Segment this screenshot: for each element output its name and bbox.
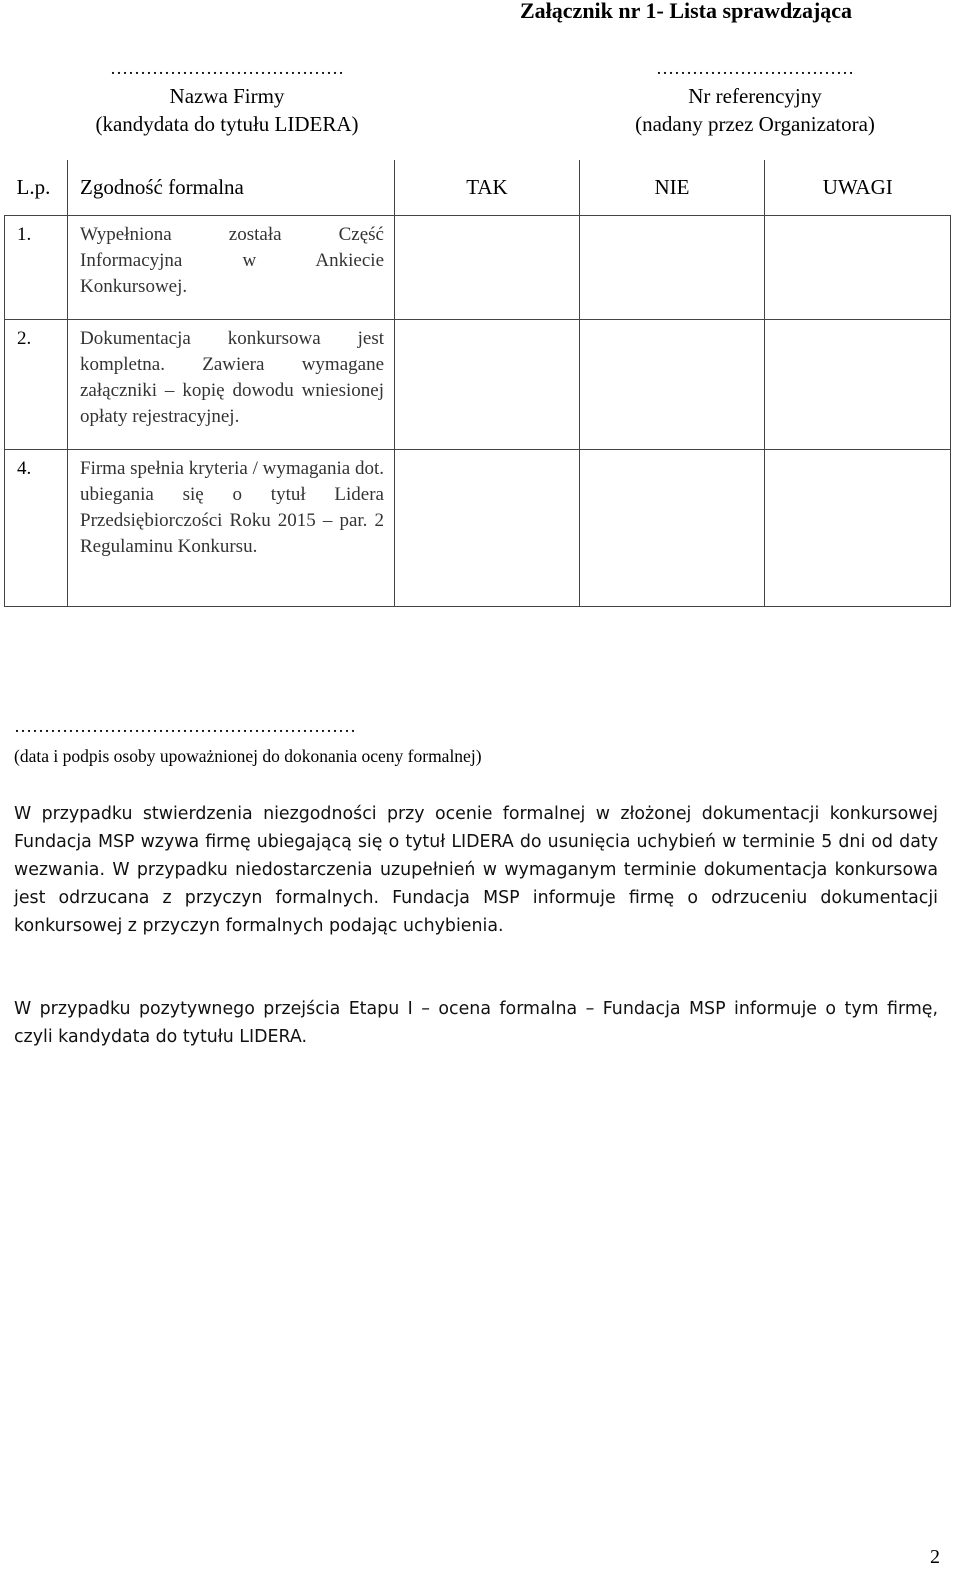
table-row: [5, 320, 951, 450]
reference-number-sublabel: (nadany przez Organizatora): [635, 112, 875, 136]
document-title: Załącznik nr 1- Lista sprawdzająca: [520, 0, 853, 23]
paragraph-formal-errors: W przypadku stwierdzenia niezgodności przy ocenie formalnej w złożonej dokumentacji konkursowej Fundacja MSP wzywa firmę ubiegającą się o tytuł LIDERA do usunięcia uchybień w terminie 5 dni od daty wezwania. W przypadku niedostarczenia uzupełnień w wymaganym terminie dokumentacja konkursowa jest odrzucana z przyczyn formalnych. Fundacja MSP informuje firmę o odrzuceniu dokumentacji konkursowej z przyczyn formalnych podając uchybienia.: [14, 804, 938, 936]
row-no-cell[interactable]: [580, 450, 765, 607]
reference-number-label: Nr referencyjny: [688, 84, 822, 108]
row-yes-cell[interactable]: [395, 320, 580, 450]
checklist-table: [4, 160, 951, 607]
row-no-cell[interactable]: [580, 320, 765, 450]
header-criterion: Zgodność formalna: [68, 160, 395, 216]
table-row: [5, 216, 951, 320]
row-criterion: Wypełniona została Część Informacyjna w Ankiecie Konkursowej.: [68, 216, 395, 320]
header-lp: L.p.: [5, 160, 68, 216]
header-yes: TAK: [395, 160, 580, 216]
row-notes-cell[interactable]: [765, 450, 951, 607]
header-no: NIE: [580, 160, 765, 216]
paragraph-positive-result: W przypadku pozytywnego przejścia Etapu I – ocena formalna – Fundacja MSP informuje o tym firmę, czyli kandydata do tytułu LIDERA.: [14, 999, 938, 1047]
company-name-label: Nazwa Firmy: [169, 84, 285, 108]
row-criterion: Dokumentacja konkursowa jest kompletna. Zawiera wymagane załączniki – kopię dowodu wniesionej opłaty rejestracyjnej.: [68, 320, 395, 450]
row-notes-cell[interactable]: [765, 216, 951, 320]
header-notes: UWAGI: [765, 160, 951, 216]
row-number: 2.: [5, 320, 68, 450]
company-name-block: [18, 54, 436, 138]
table-header-row: [5, 160, 951, 216]
signature-caption: (data i podpis osoby upoważnionej do dokonania oceny formalnej): [14, 746, 482, 766]
page-number: 2: [930, 1546, 940, 1568]
row-yes-cell[interactable]: [395, 450, 580, 607]
row-no-cell[interactable]: [580, 216, 765, 320]
company-name-sublabel: (kandydata do tytułu LIDERA): [95, 112, 359, 136]
row-number: 1.: [5, 216, 68, 320]
row-criterion: Firma spełnia kryteria / wymagania dot. ubiegania się o tytuł Lidera Przedsiębiorczości Roku 2015 – par. 2 Regulaminu Konkursu.: [68, 450, 395, 607]
table-row: [5, 450, 951, 607]
row-number: 4.: [5, 450, 68, 607]
company-name-dots: …………………………………: [110, 58, 344, 78]
row-yes-cell[interactable]: [395, 216, 580, 320]
row-notes-cell[interactable]: [765, 320, 951, 450]
signature-dots: …………………………………………………: [14, 716, 356, 736]
reference-number-dots: ……………………………: [656, 58, 854, 78]
reference-number-block: [596, 54, 914, 138]
